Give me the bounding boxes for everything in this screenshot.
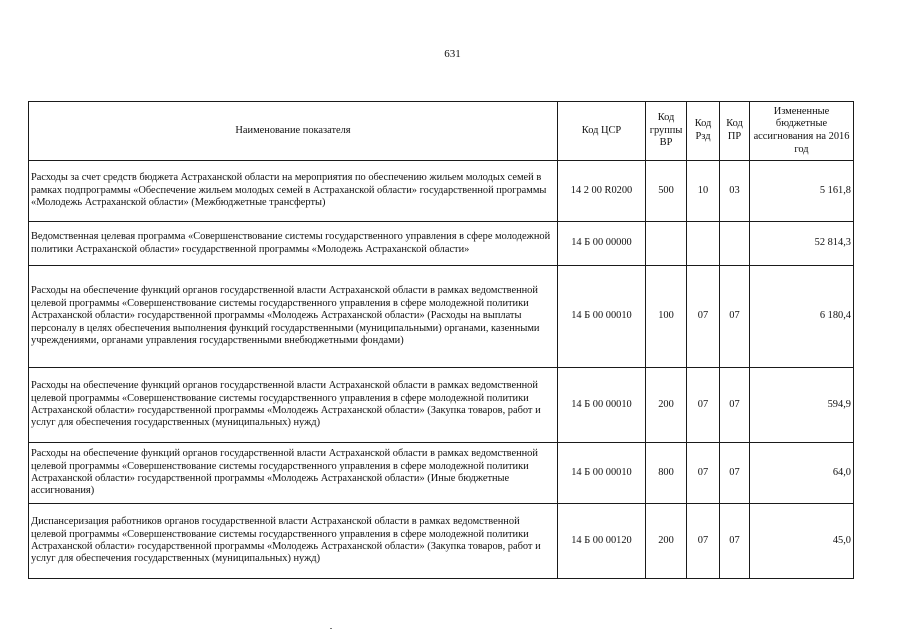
row-amount: 52 814,3 <box>750 222 854 266</box>
row-pr <box>720 222 750 266</box>
row-amount: 594,9 <box>750 368 854 443</box>
row-csr: 14 Б 00 00120 <box>558 504 646 579</box>
header-pr: Код ПР <box>720 102 750 161</box>
row-name: Расходы за счет средств бюджета Астраханской области на мероприятия по обеспечению жильем молодых семей в рамках подпрограммы «Обеспечение жильем молодых семей в Астраханской области» государственной программы «Молодежь Астраханской области» (Межбюджетные трансферты) <box>29 161 558 222</box>
header-amount: Измененные бюджетные ассигнования на 2016 год <box>750 102 854 161</box>
table-row <box>29 222 854 266</box>
row-name: Ведомственная целевая программа «Совершенствование системы государственного управления в сфере молодежной политики Астраханской области» государственной программы «Молодежь Астраханской области» <box>29 222 558 266</box>
row-csr: 14 Б 00 00010 <box>558 266 646 368</box>
row-name: Диспансеризация работников органов государственной власти Астраханской области в рамках ведомственной целевой программы «Совершенствование системы государственного управления в сфере молодежной политики Астраханской области» государственной программы «Молодежь Астраханской области» (Закупка товаров, работ и услуг для обеспечения государственных (муниципальных) нужд) <box>29 504 558 579</box>
header-name: Наименование показателя <box>29 102 558 161</box>
row-csr: 14 2 00 R0200 <box>558 161 646 222</box>
row-rzd: 07 <box>687 368 720 443</box>
row-name: Расходы на обеспечение функций органов государственной власти Астраханской области в рамках ведомственной целевой программы «Совершенствование системы государственного управления в сфере молодежной политики Астраханской области» государственной программы «Молодежь Астраханской области» (Расходы на выплаты персоналу в целях обеспечения выполнения функций государственными (муниципальными) органами, казенными учреждениями, органами управления государственными внебюджетными фондами) <box>29 266 558 368</box>
row-vr <box>646 222 687 266</box>
row-amount: 6 180,4 <box>750 266 854 368</box>
table-row <box>29 161 854 222</box>
row-vr: 200 <box>646 368 687 443</box>
row-pr: 07 <box>720 504 750 579</box>
row-name: Расходы на обеспечение функций органов государственной власти Астраханской области в рамках ведомственной целевой программы «Совершенствование системы государственного управления в сфере молодежной политики Астраханской области» государственной программы «Молодежь Астраханской области» (Иные бюджетные ассигнования) <box>29 443 558 504</box>
budget-table <box>28 101 854 579</box>
table-row <box>29 443 854 504</box>
row-pr: 03 <box>720 161 750 222</box>
row-csr: 14 Б 00 00010 <box>558 368 646 443</box>
row-pr: 07 <box>720 266 750 368</box>
table-row <box>29 266 854 368</box>
row-amount: 5 161,8 <box>750 161 854 222</box>
row-amount: 45,0 <box>750 504 854 579</box>
row-rzd: 07 <box>687 504 720 579</box>
row-amount: 64,0 <box>750 443 854 504</box>
row-rzd: 07 <box>687 443 720 504</box>
row-pr: 07 <box>720 443 750 504</box>
row-csr: 14 Б 00 00000 <box>558 222 646 266</box>
row-name: Расходы на обеспечение функций органов государственной власти Астраханской области в рамках ведомственной целевой программы «Совершенствование системы государственного управления в сфере молодежной политики Астраханской области» государственной программы «Молодежь Астраханской области» (Закупка товаров, работ и услуг для обеспечения государственных (муниципальных) нужд) <box>29 368 558 443</box>
page-number: 631 <box>444 48 461 60</box>
row-vr: 500 <box>646 161 687 222</box>
header-rzd: Код Рзд <box>687 102 720 161</box>
row-vr: 800 <box>646 443 687 504</box>
header-csr: Код ЦСР <box>558 102 646 161</box>
header-vr: Код группы ВР <box>646 102 687 161</box>
table-header-row <box>29 102 854 161</box>
table-row <box>29 368 854 443</box>
scan-artifact <box>330 628 332 629</box>
row-pr: 07 <box>720 368 750 443</box>
row-rzd: 10 <box>687 161 720 222</box>
row-rzd <box>687 222 720 266</box>
row-rzd: 07 <box>687 266 720 368</box>
row-vr: 200 <box>646 504 687 579</box>
table-row <box>29 504 854 579</box>
row-csr: 14 Б 00 00010 <box>558 443 646 504</box>
row-vr: 100 <box>646 266 687 368</box>
